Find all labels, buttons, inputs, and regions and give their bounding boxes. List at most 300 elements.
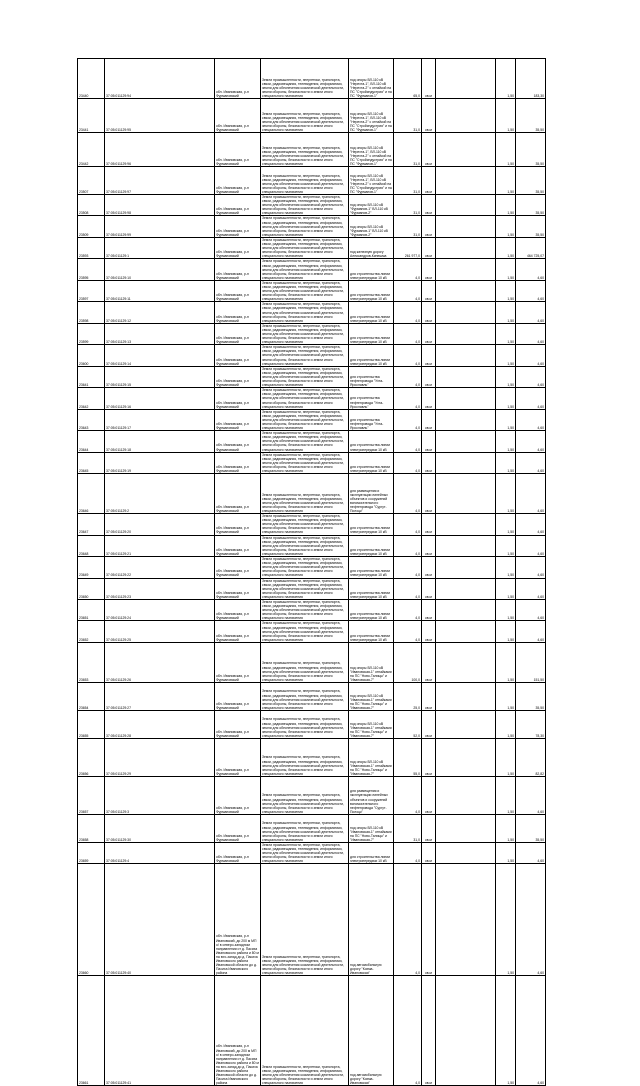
cadastral-number: 37:05:011129:11 <box>105 280 215 301</box>
empty-cell <box>436 578 496 599</box>
permitted-use: для размещения и эксплуатации линейных объектов и сооружений вспомогательного нефтепровода "Сургут-Полоцк" <box>349 776 394 814</box>
area: 4,0 <box>394 388 422 409</box>
land-category: Земли промышленности, энергетики, транспорта, связи, радиовещания, телевидения, информатики, земли для обеспечения космической деятельности, земли обороны, безопасности и земли иного специального назначения <box>261 167 349 195</box>
empty-cell <box>436 345 496 366</box>
unit: кв.м <box>422 323 436 344</box>
table-row <box>78 133 546 167</box>
tax-rate: 1,50 <box>496 710 516 738</box>
tax-amount: 35,50 <box>516 167 546 195</box>
address: обл. Ивановская, р-н Фурмановский <box>215 738 261 776</box>
land-category: Земли промышленности, энергетики, транспорта, связи, радиовещания, телевидения, информатики, земли для обеспечения космической деятельности, земли обороны, безопасности и земли иного специального назначения <box>261 776 349 814</box>
tax-amount: 4,60 <box>516 514 546 535</box>
area: 55,0 <box>394 738 422 776</box>
permitted-use: для строительства линии электропередачи 10 кВ <box>349 578 394 599</box>
empty-cell <box>436 642 496 682</box>
unit: кв.м <box>422 842 436 863</box>
unit: кв.м <box>422 409 436 430</box>
permitted-use: под опоры ВЛ-110 кВ "Нерехта-1", ВЛ-110 кВ "Нерехта-2" с отпайкой на ПС "Стройиндустрия" и на ПС "Фурманов-1" <box>349 167 394 195</box>
row-number: 23659 <box>78 842 105 863</box>
permitted-use: для строительства линии электропередачи 10 кВ <box>349 323 394 344</box>
tax-rate: 1,50 <box>496 302 516 323</box>
tax-rate: 1,50 <box>496 388 516 409</box>
area: 100,0 <box>394 642 422 682</box>
cadastral-number: 37:05:011129:97 <box>105 167 215 195</box>
tax-rate: 1,50 <box>496 642 516 682</box>
tax-rate: 1,50 <box>496 99 516 133</box>
cadastral-number: 37:05:011129:12 <box>105 302 215 323</box>
table-row <box>78 323 546 344</box>
tax-amount: 4,60 <box>516 776 546 814</box>
cadastral-number: 37:05:011129:19 <box>105 452 215 473</box>
empty-cell <box>436 474 496 514</box>
row-number: 23645 <box>78 452 105 473</box>
land-category: Земли промышленности, энергетики, транспорта, связи, радиовещания, телевидения, информатики, земли для обеспечения космической деятельности, земли обороны, безопасности и земли иного специального назначения <box>261 452 349 473</box>
permitted-use: для строительства линии электропередачи 10 кВ <box>349 452 394 473</box>
empty-cell <box>436 535 496 556</box>
row-number: 23660 <box>78 864 105 976</box>
row-number: 23508 <box>78 195 105 216</box>
permitted-use: для строительства линии электропередачи 10 кВ <box>349 535 394 556</box>
unit: кв.м <box>422 535 436 556</box>
cadastral-number: 37:05:011129:13 <box>105 323 215 344</box>
table-row <box>78 842 546 863</box>
unit: кв.м <box>422 621 436 642</box>
address: обл. Ивановская, р-н Фурмановский <box>215 259 261 280</box>
address: обл. Ивановская, р-н Фурмановский <box>215 642 261 682</box>
permitted-use: для строительства нефтепровода "Ухта-Ярославль" <box>349 409 394 430</box>
tax-rate: 1,50 <box>496 621 516 642</box>
tax-amount: 35,50 <box>516 195 546 216</box>
empty-cell <box>436 776 496 814</box>
cadastral-number: 37:05:011129:26 <box>105 642 215 682</box>
tax-amount: 35,50 <box>516 133 546 167</box>
land-category: Земли промышленности, энергетики, транспорта, связи, радиовещания, телевидения, информатики, земли для обеспечения космической деятельности, земли обороны, безопасности и земли иного специального назначения <box>261 557 349 578</box>
table-row <box>78 388 546 409</box>
area: 4,0 <box>394 578 422 599</box>
empty-cell <box>436 302 496 323</box>
land-tax-table-page <box>77 58 545 1086</box>
permitted-use: для размещения и эксплуатации линейных объектов и сооружений вспомогательного нефтепровода "Сургут-Полоцк" <box>349 474 394 514</box>
cadastral-number: 37:05:011129:2 <box>105 474 215 514</box>
cadastral-number: 37:05:011129:98 <box>105 195 215 216</box>
empty-cell <box>436 814 496 842</box>
empty-cell <box>436 237 496 258</box>
table-row <box>78 431 546 452</box>
permitted-use: для строительства линии электропередачи 10 кВ <box>349 302 394 323</box>
unit: кв.м <box>422 682 436 710</box>
area: 4,0 <box>394 452 422 473</box>
tax-amount: 4,60 <box>516 323 546 344</box>
address: обл. Ивановская, р-н Фурмановский <box>215 59 261 99</box>
cadastral-number: 37:05:011129:30 <box>105 814 215 842</box>
area: 31,0 <box>394 167 422 195</box>
unit: кв.м <box>422 864 436 976</box>
address: обл. Ивановская, р-н Фурмановский <box>215 621 261 642</box>
address: обл. Ивановская, р-н Фурмановский <box>215 302 261 323</box>
land-category: Земли промышленности, энергетики, транспорта, связи, радиовещания, телевидения, информатики, земли для обеспечения космической деятельности, земли обороны, безопасности и земли иного специального назначения <box>261 195 349 216</box>
address: обл. Ивановская, р-н Фурмановский <box>215 431 261 452</box>
land-category: Земли промышленности, энергетики, транспорта, связи, радиовещания, телевидения, информатики, земли для обеспечения космической деятельности, земли обороны, безопасности и земли иного специального назначения <box>261 431 349 452</box>
tax-rate: 1,50 <box>496 557 516 578</box>
table-row <box>78 578 546 599</box>
unit: кв.м <box>422 259 436 280</box>
empty-cell <box>436 323 496 344</box>
permitted-use: под опоры ВЛ-110 кВ "Нерехта-1", ВЛ-110 кВ "Нерехта-2" с отпайкой на ПС "Стройиндустрия" и на ПС "Фурманов-1" <box>349 99 394 133</box>
land-category: Земли промышленности, энергетики, транспорта, связи, радиовещания, телевидения, информатики, земли для обеспечения космической деятельности, земли обороны, безопасности и земли иного специального назначения <box>261 682 349 710</box>
tax-amount: 4,60 <box>516 535 546 556</box>
land-category: Земли промышленности, энергетики, транспорта, связи, радиовещания, телевидения, информатики, земли для обеспечения космической деятельности, земли обороны, безопасности и земли иного специального назначения <box>261 99 349 133</box>
tax-rate: 1,50 <box>496 280 516 301</box>
area: 4,0 <box>394 431 422 452</box>
area: 4,0 <box>394 599 422 620</box>
tax-amount: 4,60 <box>516 842 546 863</box>
area: 4,0 <box>394 259 422 280</box>
area: 25,0 <box>394 682 422 710</box>
empty-cell <box>436 452 496 473</box>
table-row <box>78 409 546 430</box>
cadastral-number: 37:05:011129:14 <box>105 345 215 366</box>
address: обл. Ивановская, р-н Фурмановский <box>215 280 261 301</box>
empty-cell <box>436 682 496 710</box>
unit: кв.м <box>422 776 436 814</box>
cadastral-number: 37:05:011129:41 <box>105 976 215 1086</box>
address: обл. Ивановская, р-н Фурмановский <box>215 409 261 430</box>
row-number: 23641 <box>78 366 105 387</box>
unit: кв.м <box>422 738 436 776</box>
table-row <box>78 535 546 556</box>
unit: кв.м <box>422 814 436 842</box>
tax-amount: 4,60 <box>516 452 546 473</box>
tax-amount: 82,82 <box>516 738 546 776</box>
land-category: Земли промышленности, энергетики, транспорта, связи, радиовещания, телевидения, информатики, земли для обеспечения космической деятельности, земли обороны, безопасности и земли иного специального назначения <box>261 59 349 99</box>
land-category: Земли промышленности, энергетики, транспорта, связи, радиовещания, телевидения, информатики, земли для обеспечения космической деятельности, земли обороны, безопасности и земли иного специального назначения <box>261 280 349 301</box>
area: 4,0 <box>394 366 422 387</box>
land-category: Земли промышленности, энергетики, транспорта, связи, радиовещания, телевидения, информатики, земли для обеспечения космической деятельности, земли обороны, безопасности и земли иного специального назначения <box>261 642 349 682</box>
row-number: 23440 <box>78 59 105 99</box>
address: обл. Ивановская, р-н Фурмановский <box>215 216 261 237</box>
cadastral-number: 37:05:011129:25 <box>105 621 215 642</box>
tax-rate: 1,50 <box>496 59 516 99</box>
address: обл. Ивановская, р-н Фурмановский <box>215 599 261 620</box>
empty-cell <box>436 842 496 863</box>
address: обл. Ивановская, р-н Ивановский, до 200 м МП о/ в северо-западном направлении от д. Пасиха Ивановского района и 80 м на юго-запад до д. Пасиха Ивановского района Ивановской области до д. Пасиха Ивановского района <box>215 976 261 1086</box>
permitted-use: под опоры ВЛ-110 кВ "Ивановская-1" отпайками на ПС "Ново-Талицы" и "Ивановская-7" <box>349 814 394 842</box>
tax-amount: 4,60 <box>516 259 546 280</box>
land-category: Земли промышленности, энергетики, транспорта, связи, радиовещания, телевидения, информатики, земли для обеспечения космической деятельности, земли обороны, безопасности и земли иного специального назначения <box>261 976 349 1086</box>
cadastral-number: 37:05:011129:21 <box>105 535 215 556</box>
area: 4,0 <box>394 302 422 323</box>
address: обл. Ивановская, р-н Фурмановский <box>215 514 261 535</box>
row-number: 23649 <box>78 557 105 578</box>
cadastral-number: 37:05:011129:4 <box>105 842 215 863</box>
tax-rate: 1,50 <box>496 216 516 237</box>
tax-rate: 1,50 <box>496 133 516 167</box>
land-category: Земли промышленности, энергетики, транспорта, связи, радиовещания, телевидения, информатики, земли для обеспечения космической деятельности, земли обороны, безопасности и земли иного специального назначения <box>261 578 349 599</box>
tax-rate: 1,50 <box>496 323 516 344</box>
tax-rate: 1,50 <box>496 842 516 863</box>
area: 4,0 <box>394 280 422 301</box>
row-number: 23646 <box>78 474 105 514</box>
area: 4,0 <box>394 474 422 514</box>
row-number: 23648 <box>78 535 105 556</box>
tax-rate: 1,50 <box>496 195 516 216</box>
tax-rate: 1,50 <box>496 738 516 776</box>
tax-rate: 1,50 <box>496 864 516 976</box>
row-number: 23651 <box>78 599 105 620</box>
address: обл. Ивановская, р-н Фурмановский <box>215 710 261 738</box>
table-row <box>78 302 546 323</box>
row-number: 23650 <box>78 578 105 599</box>
table-row <box>78 59 546 99</box>
row-number: 23599 <box>78 323 105 344</box>
permitted-use: под опоры ВЛ-110 кВ "Нерехта-1", ВЛ-110 кВ "Нерехта-2" с отпайкой на ПС "Стройиндустрия" и на ПС "Фурманов-1" <box>349 133 394 167</box>
tax-rate: 1,50 <box>496 535 516 556</box>
row-number: 23647 <box>78 514 105 535</box>
permitted-use: под опоры ВЛ-110 кВ "Ивановская-1" отпайками на ПС "Ново-Талицы" и "Ивановская-7" <box>349 642 394 682</box>
table-row <box>78 280 546 301</box>
empty-cell <box>436 195 496 216</box>
area: 31,0 <box>394 99 422 133</box>
tax-rate: 1,50 <box>496 366 516 387</box>
row-number: 23509 <box>78 216 105 237</box>
unit: кв.м <box>422 366 436 387</box>
cadastral-number: 37:05:011129:16 <box>105 388 215 409</box>
table-row <box>78 710 546 738</box>
row-number: 23598 <box>78 302 105 323</box>
table-row <box>78 167 546 195</box>
row-number: 23661 <box>78 976 105 1086</box>
tax-amount: 4,60 <box>516 621 546 642</box>
permitted-use: для строительства линии электропередачи 10 кВ <box>349 621 394 642</box>
table-row <box>78 366 546 387</box>
row-number: 23658 <box>78 814 105 842</box>
cadastral-number: 37:05:011129:40 <box>105 864 215 976</box>
empty-cell <box>436 280 496 301</box>
tax-rate: 1,50 <box>496 167 516 195</box>
address: обл. Ивановская, р-н Фурмановский <box>215 237 261 258</box>
tax-rate: 1,50 <box>496 682 516 710</box>
table-row <box>78 452 546 473</box>
cadastral-number: 37:05:011129:23 <box>105 578 215 599</box>
permitted-use: под автомобильную дорогу "Кохма-Ивановская" <box>349 864 394 976</box>
area: 31,0 <box>394 814 422 842</box>
tax-rate: 1,50 <box>496 776 516 814</box>
unit: кв.м <box>422 599 436 620</box>
area: 52,0 <box>394 710 422 738</box>
land-category: Земли промышленности, энергетики, транспорта, связи, радиовещания, телевидения, информатики, земли для обеспечения космической деятельности, земли обороны, безопасности и земли иного специального назначения <box>261 366 349 387</box>
row-number: 23600 <box>78 345 105 366</box>
cadastral-number: 37:05:011129:27 <box>105 682 215 710</box>
table-row <box>78 557 546 578</box>
area: 65,0 <box>394 59 422 99</box>
address: обл. Ивановская, р-н Фурмановский <box>215 578 261 599</box>
cadastral-number: 37:05:011129:20 <box>105 514 215 535</box>
permitted-use: под опоры ВЛ-110 кВ "Ивановская-1" отпайками на ПС "Ново-Талицы" и "Ивановская-7" <box>349 682 394 710</box>
unit: кв.м <box>422 99 436 133</box>
unit: кв.м <box>422 474 436 514</box>
address: обл. Ивановская, р-н Фурмановский <box>215 557 261 578</box>
empty-cell <box>436 976 496 1086</box>
tax-rate: 1,50 <box>496 452 516 473</box>
permitted-use: под опоры ВЛ-110 кВ "Фурманов-1" ВЛ-110 кВ "Фурманов-2" <box>349 216 394 237</box>
land-category: Земли промышленности, энергетики, транспорта, связи, радиовещания, телевидения, информатики, земли для обеспечения космической деятельности, земли обороны, безопасности и земли иного специального назначения <box>261 216 349 237</box>
empty-cell <box>436 514 496 535</box>
permitted-use: для строительства нефтепровода "Ухта-Ярославль" <box>349 366 394 387</box>
row-number: 23657 <box>78 776 105 814</box>
land-category: Земли промышленности, энергетики, транспорта, связи, радиовещания, телевидения, информатики, земли для обеспечения космической деятельности, земли обороны, безопасности и земли иного специального назначения <box>261 738 349 776</box>
table-row <box>78 864 546 976</box>
empty-cell <box>436 431 496 452</box>
address: обл. Ивановская, р-н Фурмановский <box>215 388 261 409</box>
unit: кв.м <box>422 133 436 167</box>
address: обл. Ивановская, р-н Фурмановский <box>215 133 261 167</box>
tax-rate: 1,50 <box>496 976 516 1086</box>
permitted-use: под опоры ВЛ-110 кВ "Фурманов-1" ВЛ-110 кВ "Фурманов-2" <box>349 195 394 216</box>
cadastral-number: 37:05:011129:24 <box>105 599 215 620</box>
land-category: Земли промышленности, энергетики, транспорта, связи, радиовещания, телевидения, информатики, земли для обеспечения космической деятельности, земли обороны, безопасности и земли иного специального назначения <box>261 302 349 323</box>
permitted-use: для строительства линии электропередачи 10 кВ <box>349 557 394 578</box>
permitted-use: под автомобильную дорогу "Кохма-Ивановская" <box>349 976 394 1086</box>
unit: кв.м <box>422 642 436 682</box>
area: 261 977,0 <box>394 237 422 258</box>
table-row <box>78 345 546 366</box>
land-category: Земли промышленности, энергетики, транспорта, связи, радиовещания, телевидения, информатики, земли для обеспечения космической деятельности, земли обороны, безопасности и земли иного специального назначения <box>261 323 349 344</box>
table-row <box>78 621 546 642</box>
tax-rate: 1,50 <box>496 814 516 842</box>
permitted-use: для строительства линии электропередачи 10 кВ <box>349 431 394 452</box>
land-category: Земли промышленности, энергетики, транспорта, связи, радиовещания, телевидения, информатики, земли для обеспечения космической деятельности, земли обороны, безопасности и земли иного специального назначения <box>261 345 349 366</box>
land-category: Земли промышленности, энергетики, транспорта, связи, радиовещания, телевидения, информатики, земли для обеспечения космической деятельности, земли обороны, безопасности и земли иного специального назначения <box>261 621 349 642</box>
area: 4,0 <box>394 976 422 1086</box>
row-number: 23593 <box>78 237 105 258</box>
row-number: 23507 <box>78 167 105 195</box>
empty-cell <box>436 864 496 976</box>
cadastral-number: 37:05:011129:99 <box>105 216 215 237</box>
address: обл. Ивановская, р-н Фурмановский <box>215 195 261 216</box>
unit: кв.м <box>422 280 436 301</box>
empty-cell <box>436 710 496 738</box>
area: 4,0 <box>394 557 422 578</box>
table-row <box>78 237 546 258</box>
land-category: Земли промышленности, энергетики, транспорта, связи, радиовещания, телевидения, информатики, земли для обеспечения космической деятельности, земли обороны, безопасности и земли иного специального назначения <box>261 133 349 167</box>
table-row <box>78 514 546 535</box>
tax-amount: 4,60 <box>516 409 546 430</box>
table-row <box>78 642 546 682</box>
area: 4,0 <box>394 409 422 430</box>
row-number: 23653 <box>78 642 105 682</box>
permitted-use: для строительства линии электропередачи 10 кВ <box>349 514 394 535</box>
cadastral-number: 37:05:011129:94 <box>105 59 215 99</box>
empty-cell <box>436 621 496 642</box>
table-row <box>78 474 546 514</box>
empty-cell <box>436 99 496 133</box>
row-number: 23597 <box>78 280 105 301</box>
tax-amount: 151,50 <box>516 642 546 682</box>
unit: кв.м <box>422 216 436 237</box>
land-category: Земли промышленности, энергетики, транспорта, связи, радиовещания, телевидения, информатики, земли для обеспечения космической деятельности, земли обороны, безопасности и земли иного специального назначения <box>261 474 349 514</box>
area: 31,0 <box>394 216 422 237</box>
land-category: Земли промышленности, энергетики, транспорта, связи, радиовещания, телевидения, информатики, земли для обеспечения космической деятельности, земли обороны, безопасности и земли иного специального назначения <box>261 409 349 430</box>
empty-cell <box>436 133 496 167</box>
tax-rate: 1,50 <box>496 514 516 535</box>
tax-amount: 4,60 <box>516 557 546 578</box>
tax-amount: 464 725,07 <box>516 237 546 258</box>
address: обл. Ивановская, р-н Фурмановский <box>215 345 261 366</box>
area: 4,0 <box>394 345 422 366</box>
unit: кв.м <box>422 514 436 535</box>
address: обл. Ивановская, р-н Фурмановский <box>215 474 261 514</box>
table-row <box>78 599 546 620</box>
table-row <box>78 738 546 776</box>
table-row <box>78 814 546 842</box>
address: обл. Ивановская, р-н Фурмановский <box>215 682 261 710</box>
cadastral-number: 37:05:011129:17 <box>105 409 215 430</box>
empty-cell <box>436 388 496 409</box>
permitted-use: под опоры ВЛ-110 кВ "Нерехта-1", ВЛ-110 кВ "Нерехта-2" с отпайкой на ПС "Стройиндустрия" и на ПС "Фурманов-1" <box>349 59 394 99</box>
tax-amount: 4,60 <box>516 388 546 409</box>
land-category: Земли промышленности, энергетики, транспорта, связи, радиовещания, телевидения, информатики, земли для обеспечения космической деятельности, земли обороны, безопасности и земли иного специального назначения <box>261 814 349 842</box>
address: обл. Ивановская, р-н Фурмановский <box>215 535 261 556</box>
land-category: Земли промышленности, энергетики, транспорта, связи, радиовещания, телевидения, информатики, земли для обеспечения космической деятельности, земли обороны, безопасности и земли иного специального назначения <box>261 842 349 863</box>
permitted-use: для строительства линии электропередачи 10 кВ <box>349 280 394 301</box>
row-number: 23643 <box>78 409 105 430</box>
cadastral-number: 37:05:011129:10 <box>105 259 215 280</box>
cadastral-number: 37:05:011129:15 <box>105 366 215 387</box>
address: обл. Ивановская, р-н Фурмановский <box>215 366 261 387</box>
tax-amount: 4,60 <box>516 864 546 976</box>
empty-cell <box>436 366 496 387</box>
tax-rate: 1,50 <box>496 599 516 620</box>
tax-amount: 4,60 <box>516 431 546 452</box>
address: обл. Ивановская, р-н Фурмановский <box>215 99 261 133</box>
row-number: 23656 <box>78 738 105 776</box>
area: 4,0 <box>394 535 422 556</box>
area: 31,0 <box>394 133 422 167</box>
land-category: Земли промышленности, энергетики, транспорта, связи, радиовещания, телевидения, информатики, земли для обеспечения космической деятельности, земли обороны, безопасности и земли иного специального назначения <box>261 514 349 535</box>
row-number: 23595 <box>78 259 105 280</box>
empty-cell <box>436 409 496 430</box>
tax-amount: 35,50 <box>516 814 546 842</box>
land-category: Земли промышленности, энергетики, транспорта, связи, радиовещания, телевидения, информатики, земли для обеспечения космической деятельности, земли обороны, безопасности и земли иного специального назначения <box>261 864 349 976</box>
tax-rate: 1,50 <box>496 259 516 280</box>
cadastral-number: 37:05:011129:22 <box>105 557 215 578</box>
unit: кв.м <box>422 195 436 216</box>
tax-rate: 1,50 <box>496 431 516 452</box>
tax-rate: 1,50 <box>496 237 516 258</box>
unit: кв.м <box>422 167 436 195</box>
land-category: Земли промышленности, энергетики, транспорта, связи, радиовещания, телевидения, информатики, земли для обеспечения космической деятельности, земли обороны, безопасности и земли иного специального назначения <box>261 237 349 258</box>
unit: кв.м <box>422 710 436 738</box>
tax-rate: 1,50 <box>496 474 516 514</box>
unit: кв.м <box>422 388 436 409</box>
unit: кв.м <box>422 302 436 323</box>
area: 4,0 <box>394 864 422 976</box>
permitted-use: для строительства линии электропередачи 10 кВ <box>349 599 394 620</box>
address: обл. Ивановская, р-н Фурмановский <box>215 452 261 473</box>
tax-amount: 4,60 <box>516 599 546 620</box>
tax-amount: 4,60 <box>516 366 546 387</box>
unit: кв.м <box>422 345 436 366</box>
row-number: 23442 <box>78 133 105 167</box>
address: обл. Ивановская, р-н Фурмановский <box>215 814 261 842</box>
unit: кв.м <box>422 59 436 99</box>
table-row <box>78 259 546 280</box>
cadastral-number: 37:05:011129:95 <box>105 99 215 133</box>
row-number: 23642 <box>78 388 105 409</box>
table-row <box>78 682 546 710</box>
tax-amount: 183,30 <box>516 59 546 99</box>
row-number: 23654 <box>78 682 105 710</box>
